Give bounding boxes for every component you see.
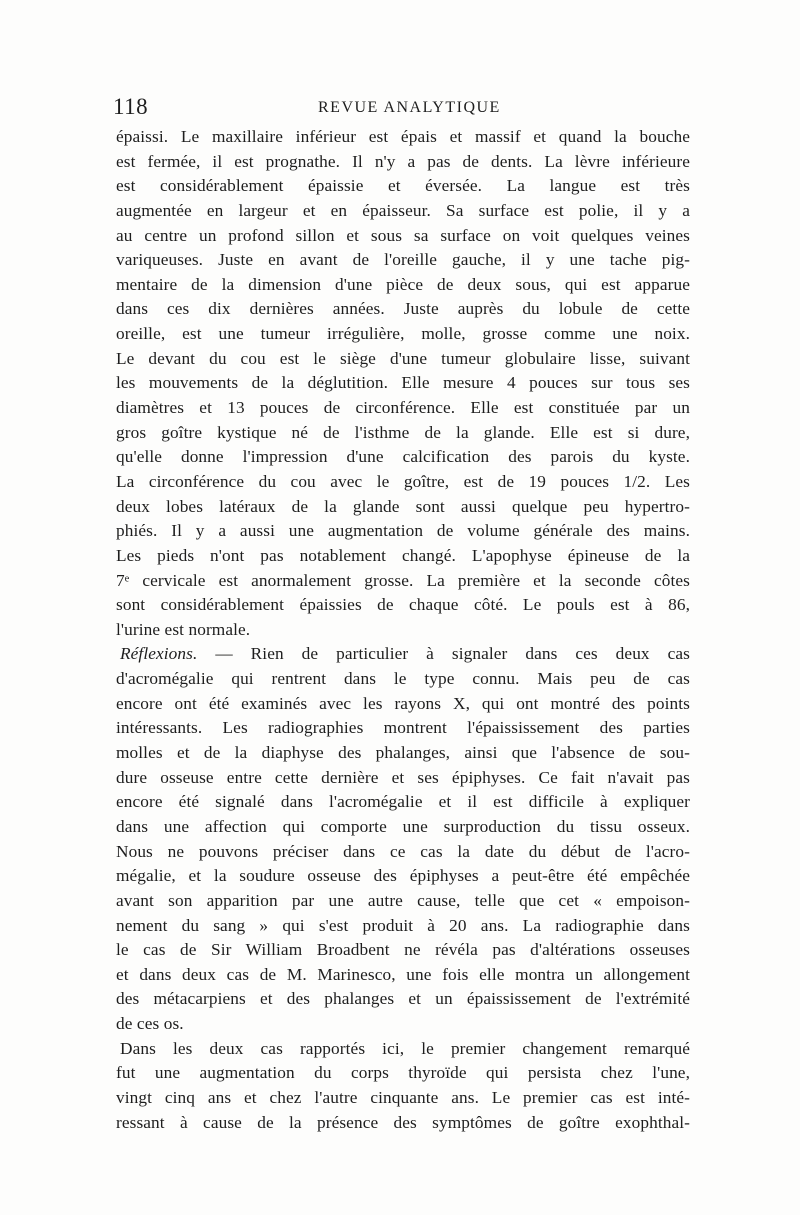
body-text (116, 125, 690, 1135)
text-line: Le devant du cou est le siège d'une tumeur globulaire lisse, suivant (116, 348, 690, 368)
page-number: 118 (113, 94, 149, 119)
italic-lead: Réflexions. (120, 644, 198, 664)
text-line: épaissi. Le maxillaire inférieur est épais et massif et quand la bouche (116, 127, 690, 146)
text-line: dans une affection qui comporte une surproduction du tissu osseux. (116, 816, 690, 836)
text-line: est considérablement épaissie et éversée. La langue est très (116, 176, 690, 196)
text-line: nement du sang » qui s'est produit à 20 ans. La radiographie dans (116, 915, 690, 935)
text-line: le cas de Sir William Broadbent ne révéla pas d'altérations osseuses (116, 940, 690, 960)
text-line: phiés. Il y a aussi une augmentation de volume générale des mains. (116, 521, 690, 541)
text-line: Nous ne pouvons préciser dans ce cas la date du début de l'acro- (116, 841, 690, 861)
text-line: mentaire de la dimension d'une pièce de deux sous, qui est apparue (116, 274, 690, 294)
text-line: mégalie, et la soudure osseuse des épiphyses a peut-être été empêchée (116, 866, 690, 886)
text-line: encore été signalé dans l'acromégalie et il est difficile à expliquer (116, 792, 690, 812)
text-line: dans ces dix dernières années. Juste auprès du lobule de cette (116, 299, 690, 319)
text-line: 7ᵉ cervicale est anormalement grosse. La première et la seconde côtes (116, 570, 690, 590)
running-title: REVUE ANALYTIQUE (318, 99, 501, 116)
text-line: au centre un profond sillon et sous sa surface on voit quelques veines (116, 225, 690, 245)
text-line: fut une augmentation du corps thyroïde qui persista chez l'une, (116, 1063, 690, 1083)
text-line: qu'elle donne l'impression d'une calcification des parois du kyste. (116, 447, 690, 467)
text-line: avant son apparition par une autre cause, telle que cet « empoison- (116, 890, 690, 910)
text-line: gros goître kystique né de l'isthme de la glande. Elle est si dure, (116, 422, 690, 442)
text-line: Dans les deux cas rapportés ici, le premier changement remarqué (120, 1038, 690, 1058)
text-line: vingt cinq ans et chez l'autre cinquante ans. Le premier cas est inté- (116, 1087, 690, 1107)
text-line: ressant à cause de la présence des symptômes de goître exophthal- (116, 1112, 690, 1132)
text-line: intéressants. Les radiographies montrent l'épaississement des parties (116, 718, 690, 738)
text-line: est fermée, il est prognathe. Il n'y a pas de dents. La lèvre inférieure (116, 151, 690, 171)
text-line: dure osseuse entre cette dernière et ses épiphyses. Ce fait n'avait pas (116, 767, 690, 787)
text-line: diamètres et 13 pouces de circonférence. Elle est constituée par un (116, 398, 690, 418)
text-line: variqueuses. Juste en avant de l'oreille gauche, il y une tache pig- (116, 250, 690, 270)
text-line: de ces os. (116, 1014, 184, 1034)
text-line: Les pieds n'ont pas notablement changé. L'apophyse épineuse de la (116, 545, 690, 565)
text-line: les mouvements de la déglutition. Elle mesure 4 pouces sur tous ses (116, 373, 690, 393)
text-line: oreille, est une tumeur irrégulière, molle, grosse comme une noix. (116, 324, 690, 344)
text-line: Réflexions. — Rien de particulier à signaler dans ces deux cas (120, 644, 690, 664)
text-line: La circonférence du cou avec le goître, est de 19 pouces 1/2. Les (116, 471, 690, 491)
text-line: sont considérablement épaissies de chaque côté. Le pouls est à 86, (116, 595, 690, 615)
text-line: deux lobes latéraux de la glande sont aussi quelque peu hypertro- (116, 496, 690, 516)
text-line: molles et de la diaphyse des phalanges, ainsi que l'absence de sou- (116, 743, 690, 763)
text-line: encore ont été examinés avec les rayons X, qui ont montré des points (116, 693, 690, 713)
text-line: l'urine est normale. (116, 619, 251, 639)
text-line: augmentée en largeur et en épaisseur. Sa surface est polie, il y a (116, 200, 690, 220)
text-line: d'acromégalie qui rentrent dans le type connu. Mais peu de cas (116, 669, 690, 689)
text-line: et dans deux cas de M. Marinesco, une fois elle montra un allongement (116, 964, 690, 984)
running-head (113, 92, 690, 122)
text-line: des métacarpiens et des phalanges et un épaississement de l'extrémité (116, 989, 690, 1009)
